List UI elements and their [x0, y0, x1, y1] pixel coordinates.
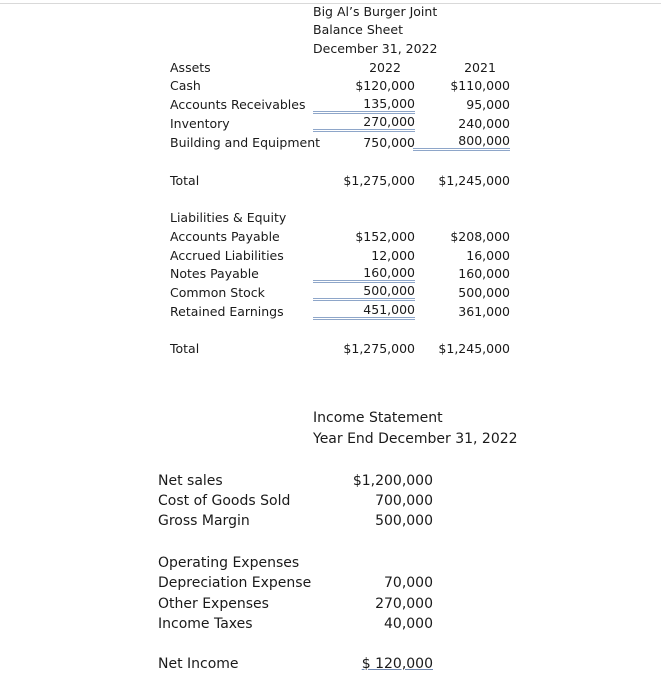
- liability-value-2021: 361,000: [458, 304, 510, 319]
- income-label: Net sales: [158, 473, 223, 489]
- liability-value-2022: 500,000: [313, 283, 415, 301]
- asset-label: Accounts Receivables: [170, 97, 306, 112]
- expense-label: Income Taxes: [158, 616, 253, 632]
- asset-value-2022: 750,000: [363, 135, 415, 150]
- liability-value-2022: 160,000: [313, 265, 415, 283]
- balance-sheet-date: December 31, 2022: [313, 41, 438, 56]
- liability-label: Retained Earnings: [170, 304, 284, 319]
- asset-value-2021: 95,000: [466, 97, 510, 112]
- company-name: Big Al’s Burger Joint: [313, 4, 438, 19]
- liabilities-total-label: Total: [170, 341, 200, 356]
- asset-value-2021: $110,000: [450, 78, 510, 93]
- column-2022-header: 2022: [369, 60, 401, 75]
- income-value: 700,000: [375, 493, 433, 509]
- assets-heading: Assets: [170, 60, 211, 75]
- liability-value-2022: 12,000: [371, 248, 415, 263]
- liabilities-total-2021: $1,245,000: [438, 341, 510, 356]
- liability-label: Common Stock: [170, 285, 265, 300]
- asset-value-2022: $120,000: [355, 78, 415, 93]
- assets-total-2022: $1,275,000: [343, 173, 415, 188]
- liability-value-2021: $208,000: [450, 229, 510, 244]
- net-income-value: $ 120,000: [361, 656, 433, 672]
- asset-label: Cash: [170, 78, 201, 93]
- expense-value: 70,000: [384, 575, 433, 591]
- liabilities-total-2022: $1,275,000: [343, 341, 415, 356]
- liability-value-2022: 451,000: [313, 302, 415, 320]
- asset-value-2022: 135,000: [313, 96, 415, 114]
- asset-label: Inventory: [170, 116, 230, 131]
- expense-label: Other Expenses: [158, 596, 269, 612]
- liability-label: Notes Payable: [170, 266, 259, 281]
- column-2021-header: 2021: [464, 60, 496, 75]
- income-value: 500,000: [375, 513, 433, 529]
- expense-value: 270,000: [375, 596, 433, 612]
- asset-value-2021: 240,000: [458, 116, 510, 131]
- income-value: $1,200,000: [352, 473, 433, 489]
- asset-value-2021: 800,000: [413, 133, 510, 151]
- liability-value-2021: 160,000: [458, 266, 510, 281]
- asset-label: Building and Equipment: [170, 135, 321, 150]
- liability-value-2021: 16,000: [466, 248, 510, 263]
- net-income-label: Net Income: [158, 656, 239, 672]
- operating-expenses-heading: Operating Expenses: [158, 555, 300, 571]
- income-label: Gross Margin: [158, 513, 250, 529]
- liability-label: Accounts Payable: [170, 229, 280, 244]
- expense-label: Depreciation Expense: [158, 575, 312, 591]
- income-statement-title: Income Statement: [313, 410, 443, 426]
- assets-total-2021: $1,245,000: [438, 173, 510, 188]
- income-statement-period: Year End December 31, 2022: [313, 431, 518, 447]
- balance-sheet-title: Balance Sheet: [313, 22, 403, 37]
- liability-label: Accrued Liabilities: [170, 248, 284, 263]
- asset-value-2022: 270,000: [313, 114, 415, 132]
- assets-total-label: Total: [170, 173, 200, 188]
- liability-value-2021: 500,000: [458, 285, 510, 300]
- income-label: Cost of Goods Sold: [158, 493, 291, 509]
- liability-value-2022: $152,000: [355, 229, 415, 244]
- expense-value: 40,000: [384, 616, 433, 632]
- liabilities-heading: Liabilities & Equity: [170, 210, 287, 225]
